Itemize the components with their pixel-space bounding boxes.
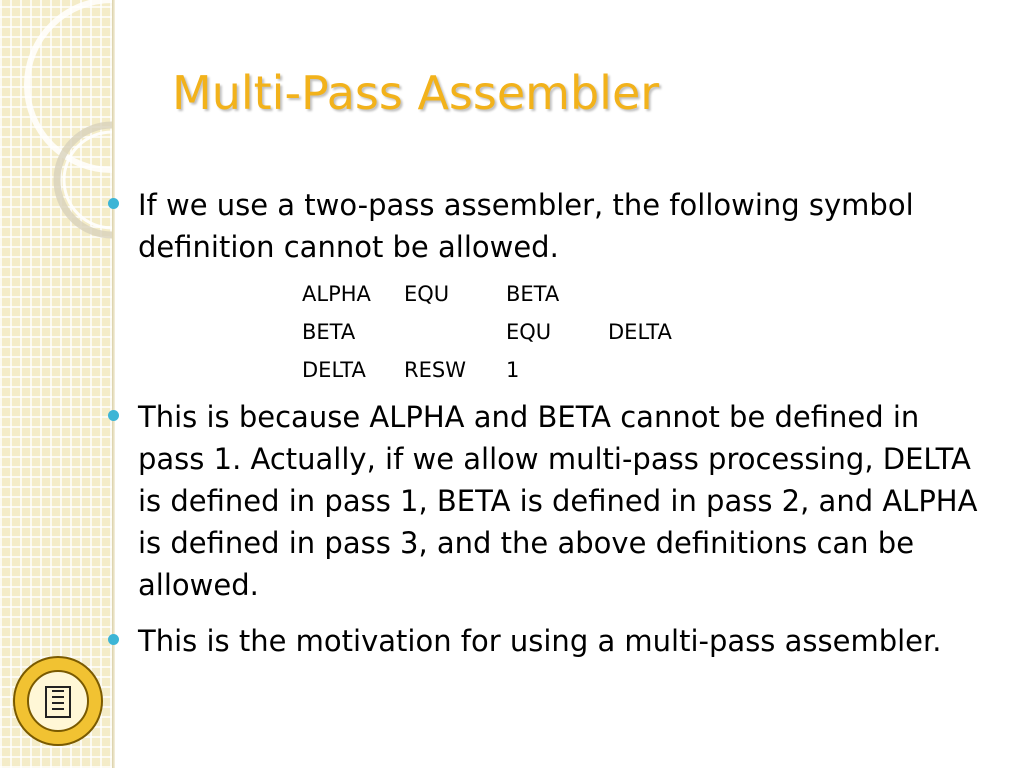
bullet-item xyxy=(108,184,978,268)
institution-logo xyxy=(12,655,104,747)
bullet-dot-icon xyxy=(108,634,119,645)
code-cell: BETA xyxy=(302,320,356,344)
bullet-text: This is the motivation for using a multi-pass assembler. xyxy=(138,624,942,658)
bullet-text: If we use a two-pass assembler, the following symbol definition cannot be allowed. xyxy=(138,188,914,264)
code-cell: ALPHA xyxy=(302,282,371,306)
code-cell: DELTA xyxy=(608,320,672,344)
code-cell: RESW xyxy=(404,358,466,382)
decorative-arcs xyxy=(0,0,112,260)
bullet-text: This is because ALPHA and BETA cannot be defined in pass 1. Actually, if we allow multi-pass processing, DELTA is defined in pass 1, BETA is defined in pass 2, and ALPHA is defined in pass 3, and the above definitions can be allowed. xyxy=(138,400,978,602)
bullet-item xyxy=(108,396,978,606)
bullet-dot-icon xyxy=(108,198,119,209)
bullet-dot-icon xyxy=(108,410,119,421)
bullet-item xyxy=(108,620,978,662)
slide-title: Multi-Pass Assembler xyxy=(172,66,660,120)
code-cell: 1 xyxy=(506,358,520,382)
code-cell: BETA xyxy=(506,282,560,306)
code-cell: DELTA xyxy=(302,358,366,382)
code-cell: EQU xyxy=(404,282,450,306)
code-cell: EQU xyxy=(506,320,552,344)
decorative-grid-strip xyxy=(0,0,112,768)
